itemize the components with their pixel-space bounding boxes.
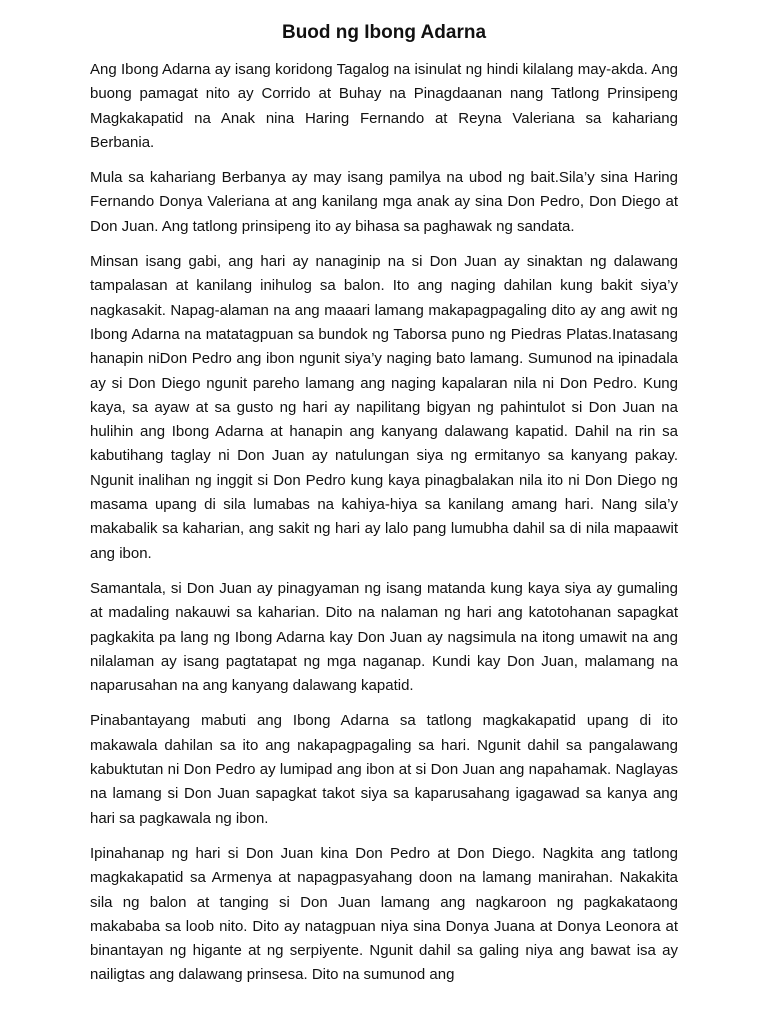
paragraph-3: Minsan isang gabi, ang hari ay nanaginip na si Don Juan ay sinaktan ng dalawang tampalasan at kanilang inihulog sa balon. Ito ang naging dahilan kung bakit siya’y nagkasakit. Napag-alaman na ang maaari lamang makapagpagaling dito ay ang awit ng Ibong Adarna na matatagpuan sa bundok ng Taborsa puno ng Piedras Platas.Inatasang hanapin niDon Pedro ang ibon ngunit siya’y naging bato lamang. Sumunod na ipinadala ay si Don Diego ngunit pareho lamang ang naging kapalaran nila ni Don Pedro. Kung kaya, sa ayaw at sa gusto ng hari ay napilitang bigyan ng pahintulot si Don Juan na hulihin ang Ibong Adarna at hanapin ang kanyang dalawang kapatid. Dahil na rin sa kabutihang taglay ni Don Juan ay natulungan siya ng ermitanyo sa kanyang pakay. Ngunit inalihan ng inggit si Don Pedro kung kaya pinagbalakan nila ito ni Don Diego ng masama upang di sila lumabas na kahiya-hiya sa kanilang amang hari. Nang sila’y makabalik sa kaharian, ang sakit ng hari ay lalo pang lumubha dahil sa di nila mapaawit ang ibon.	[90, 253, 678, 562]
paragraph-4: Samantala, si Don Juan ay pinagyaman ng isang matanda kung kaya siya ay gumaling at madaling nakauwi sa kaharian. Dito na nalaman ng hari ang katotohanan sapagkat pagkakita pa lang ng Ibong Adarna kay Don Juan ay nagsimula na itong umawit na ang nilalaman ay isang pagtatapat ng mga naganap. Kundi kay Don Juan, malamang na naparusahan na ang kanyang dalawang kapatid.	[90, 579, 678, 695]
document-page	[90, 20, 678, 999]
paragraph-2: Mula sa kahariang Berbanya ay may isang pamilya na ubod ng bait.Sila’y sina Haring Fernando Donya Valeriana at ang kanilang mga anak ay sina Don Pedro, Don Diego at Don Juan. Ang tatlong prinsipeng ito ay bihasa sa paghawak ng sandata.	[90, 169, 678, 235]
document-title: Buod ng Ibong Adarna	[281, 22, 487, 43]
paragraph-1: Ang Ibong Adarna ay isang koridong Tagalog na isinulat ng hindi kilalang may-akda. Ang buong pamagat nito ay Corrido at Buhay na Pinagdaanan nang Tatlong Prinsipeng Magkakapatid na Anak nina Haring Fernando at Reyna Valeriana sa kahariang Berbania.	[90, 61, 678, 151]
paragraph-6: Ipinahanap ng hari si Don Juan kina Don Pedro at Don Diego. Nagkita ang tatlong magkakapatid sa Armenya at napagpasyahang doon na lamang manirahan. Nakakita sila ng balon at tanging si Don Juan lamang ang nagkaroon ng pagkakataong makababa sa loob nito. Dito ay natagpuan niya sina Donya Juana at Donya Leonora at binantayan ng higante at ng serpiyente. Ngunit dahil sa galing niya ang bawat isa ay nailigtas ang dalawang prinsesa. Dito na sumunod ang	[90, 844, 678, 984]
paragraph-5: Pinabantayang mabuti ang Ibong Adarna sa tatlong magkakapatid upang di ito makawala dahilan sa ito ang nakapagpagaling sa hari. Ngunit dahil sa pangalawang kabuktutan ni Don Pedro ay lumipad ang ibon at si Don Juan ang napahamak. Naglayas na lamang si Don Juan sapagkat takot siya sa kaparusahang igagawad sa kanya ang hari sa pagkawala ng ibon.	[90, 712, 678, 827]
